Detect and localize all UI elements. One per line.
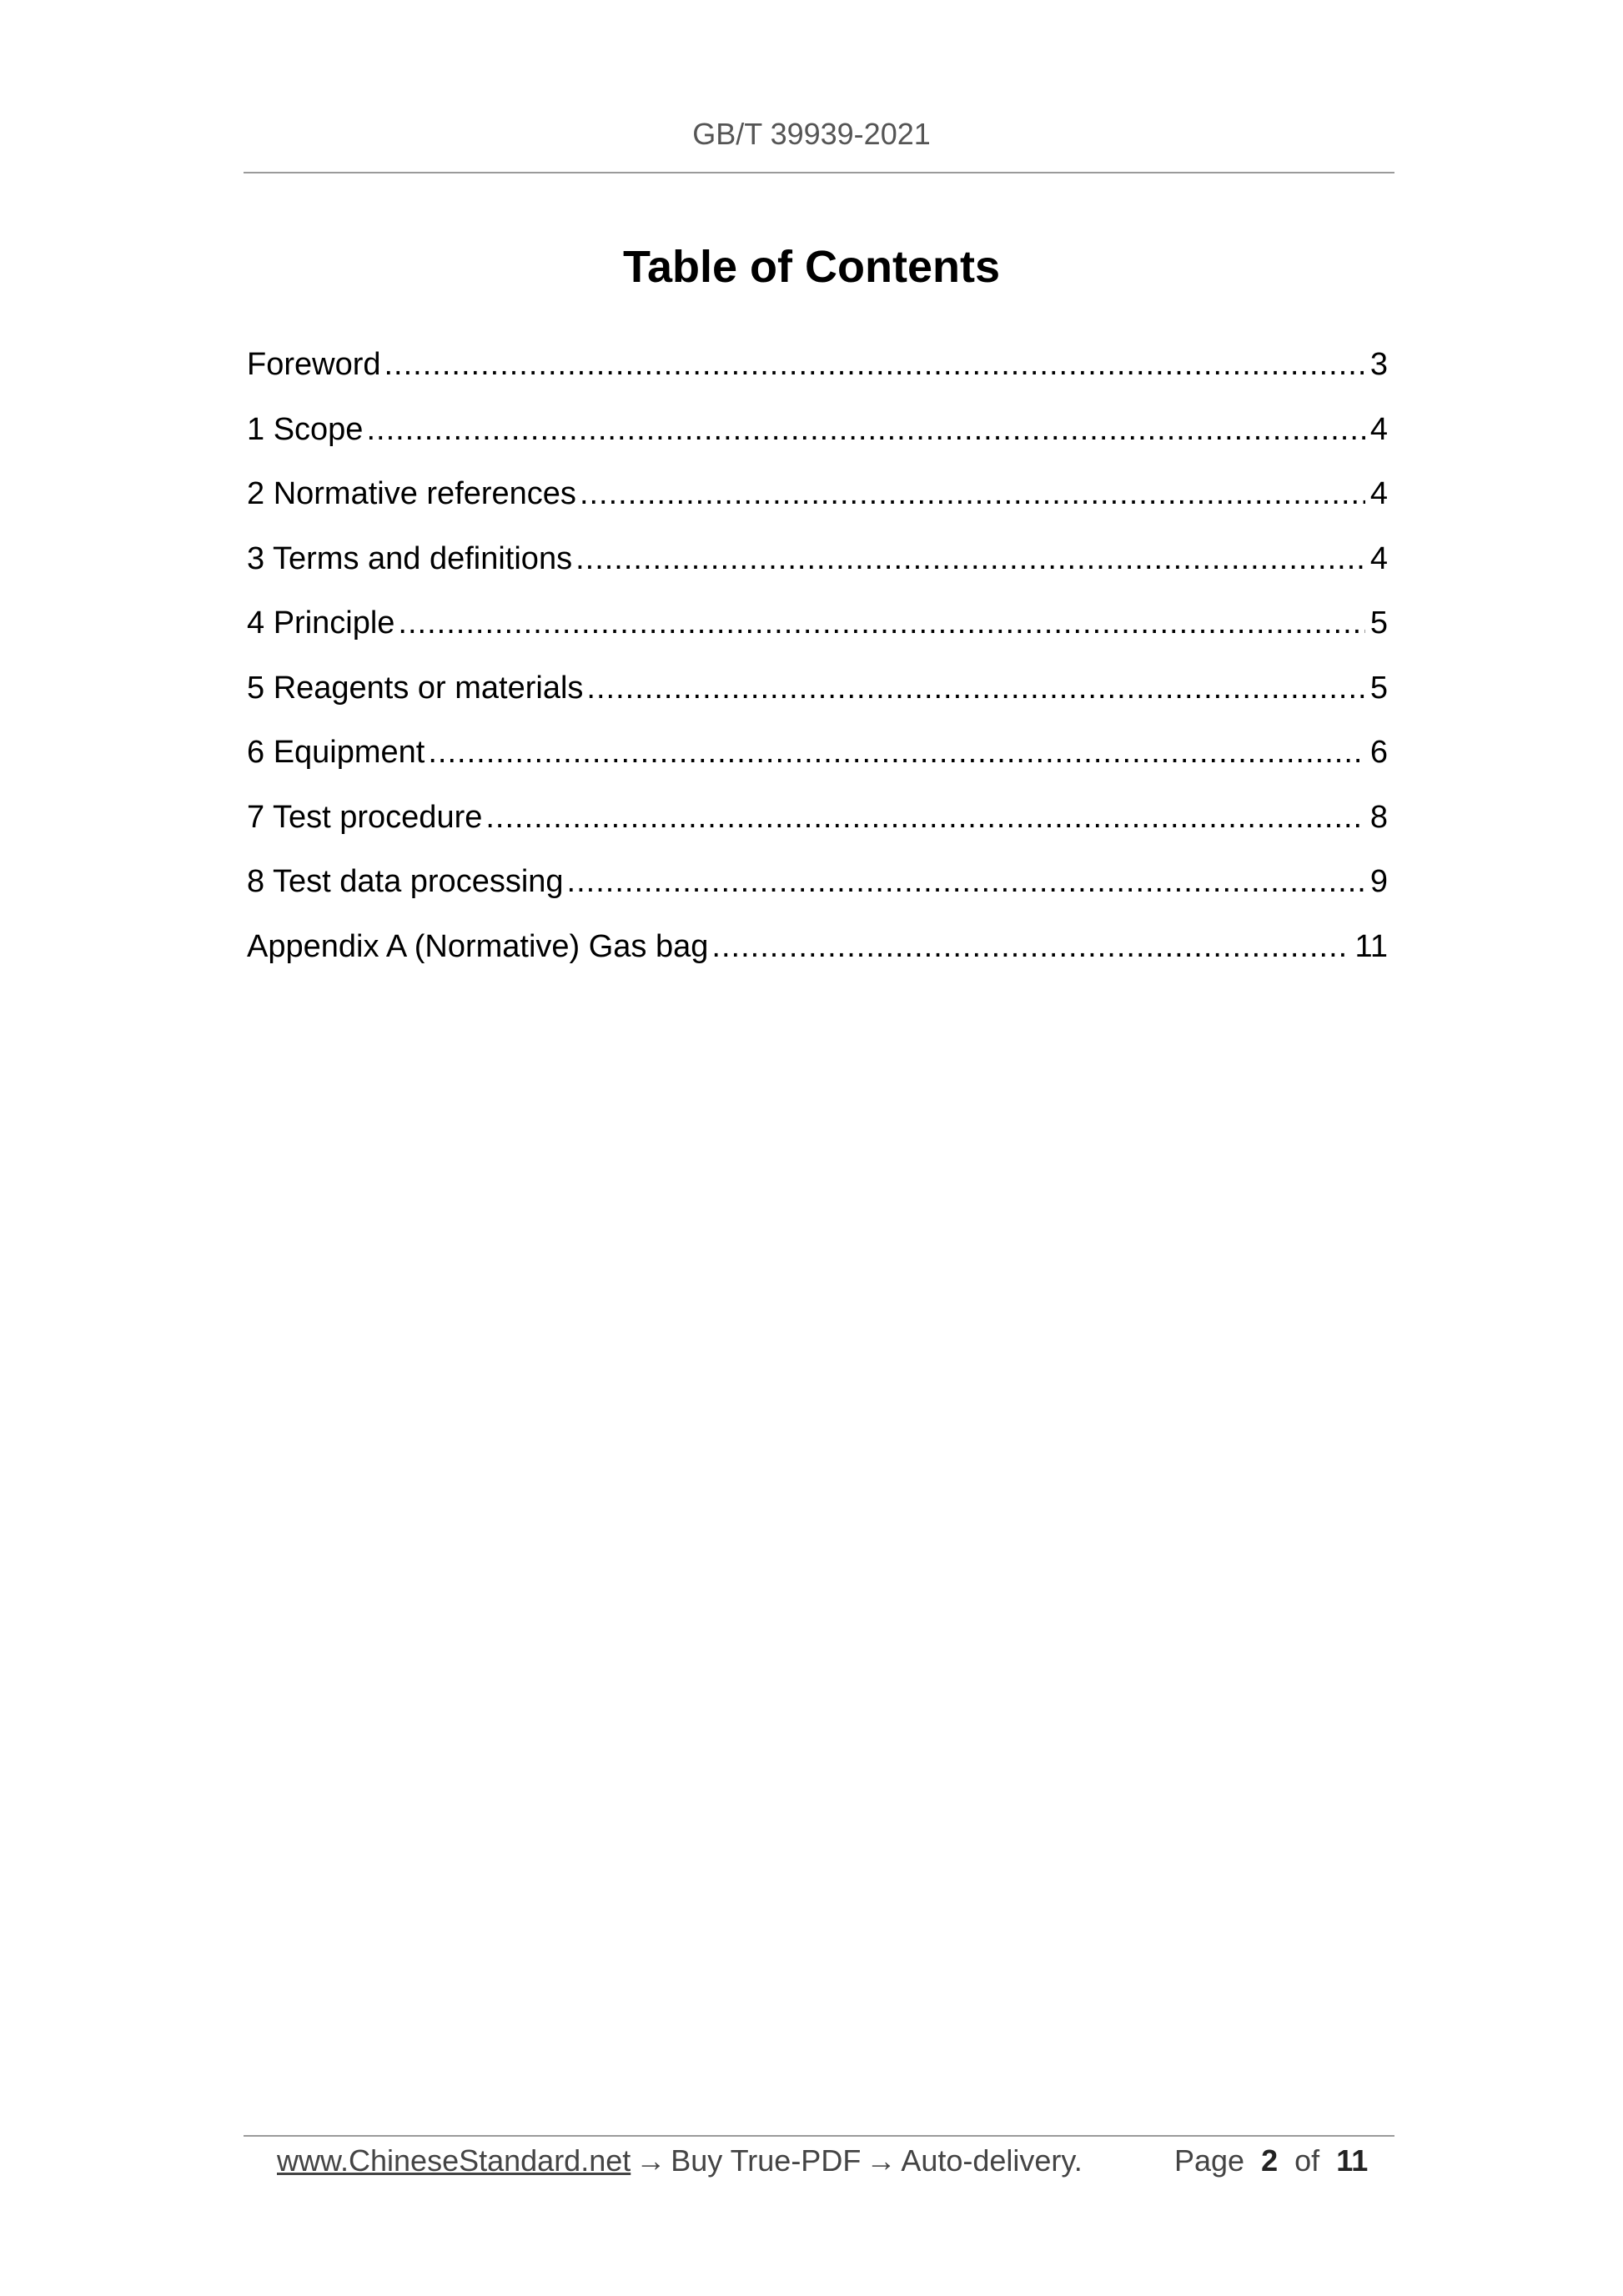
buy-true-pdf-text: Buy True-PDF bbox=[671, 2143, 862, 2178]
toc-entry-label: Appendix A (Normative) Gas bag bbox=[247, 928, 709, 964]
toc-entry-test-procedure[interactable] bbox=[247, 795, 1388, 860]
page-word: Page bbox=[1174, 2143, 1245, 2178]
toc-dot-leader bbox=[485, 795, 1364, 840]
toc-entry-equipment[interactable] bbox=[247, 730, 1388, 795]
toc-dot-leader bbox=[398, 600, 1364, 646]
toc-entry-label: Foreword bbox=[247, 347, 381, 382]
toc-dot-leader bbox=[366, 407, 1364, 452]
page-footer bbox=[277, 2140, 1369, 2182]
of-word: of bbox=[1294, 2143, 1320, 2178]
site-link[interactable]: www.ChineseStandard.net bbox=[277, 2143, 631, 2178]
toc-entry-page: 4 bbox=[1369, 540, 1388, 576]
toc-entry-page: 5 bbox=[1369, 670, 1388, 706]
header-divider bbox=[244, 172, 1394, 173]
toc-entry-normative-references[interactable] bbox=[247, 471, 1388, 536]
toc-entry-page: 4 bbox=[1369, 476, 1388, 511]
toc-entry-page: 9 bbox=[1369, 864, 1388, 899]
toc-entry-page: 5 bbox=[1369, 605, 1388, 641]
arrow-right-icon: → bbox=[866, 2143, 897, 2178]
toc-entry-label: 5 Reagents or materials bbox=[247, 670, 584, 706]
toc-entry-label: 2 Normative references bbox=[247, 476, 576, 511]
toc-entry-test-data-processing[interactable] bbox=[247, 859, 1388, 924]
auto-delivery-text: Auto-delivery. bbox=[901, 2143, 1083, 2178]
toc-entry-label: 1 Scope bbox=[247, 411, 364, 447]
toc-entry-label: 4 Principle bbox=[247, 605, 395, 641]
toc-dot-leader bbox=[567, 859, 1365, 904]
toc-entry-label: 6 Equipment bbox=[247, 735, 425, 770]
toc-entry-page: 4 bbox=[1369, 411, 1388, 447]
toc-entry-foreword[interactable] bbox=[247, 342, 1388, 407]
toc-entry-appendix-a[interactable] bbox=[247, 924, 1388, 989]
footer-divider bbox=[244, 2135, 1394, 2137]
total-pages-number: 11 bbox=[1336, 2143, 1369, 2178]
toc-entry-page: 8 bbox=[1369, 799, 1388, 835]
arrow-right-icon: → bbox=[636, 2143, 666, 2178]
toc-dot-leader bbox=[580, 471, 1365, 516]
toc-entry-page: 3 bbox=[1369, 347, 1388, 382]
toc-dot-leader bbox=[384, 342, 1365, 387]
toc-entry-page: 6 bbox=[1369, 735, 1388, 770]
toc-dot-leader bbox=[586, 666, 1364, 711]
current-page-number: 2 bbox=[1261, 2143, 1279, 2178]
toc-entry-label: 3 Terms and definitions bbox=[247, 540, 573, 576]
toc-entry-page: 11 bbox=[1354, 928, 1388, 964]
toc-entry-scope[interactable] bbox=[247, 407, 1388, 472]
toc-list bbox=[247, 342, 1388, 988]
toc-entry-label: 8 Test data processing bbox=[247, 864, 564, 899]
document-code-header: GB/T 39939-2021 bbox=[692, 117, 931, 151]
toc-entry-principle[interactable] bbox=[247, 600, 1388, 666]
toc-dot-leader bbox=[428, 730, 1364, 775]
toc-title: Table of Contents bbox=[623, 242, 1000, 292]
toc-entry-reagents-or-materials[interactable] bbox=[247, 666, 1388, 731]
toc-entry-terms-and-definitions[interactable] bbox=[247, 536, 1388, 601]
toc-entry-label: 7 Test procedure bbox=[247, 799, 483, 835]
toc-dot-leader bbox=[711, 924, 1349, 969]
toc-dot-leader bbox=[575, 536, 1365, 581]
page-indicator bbox=[1174, 2140, 1368, 2182]
